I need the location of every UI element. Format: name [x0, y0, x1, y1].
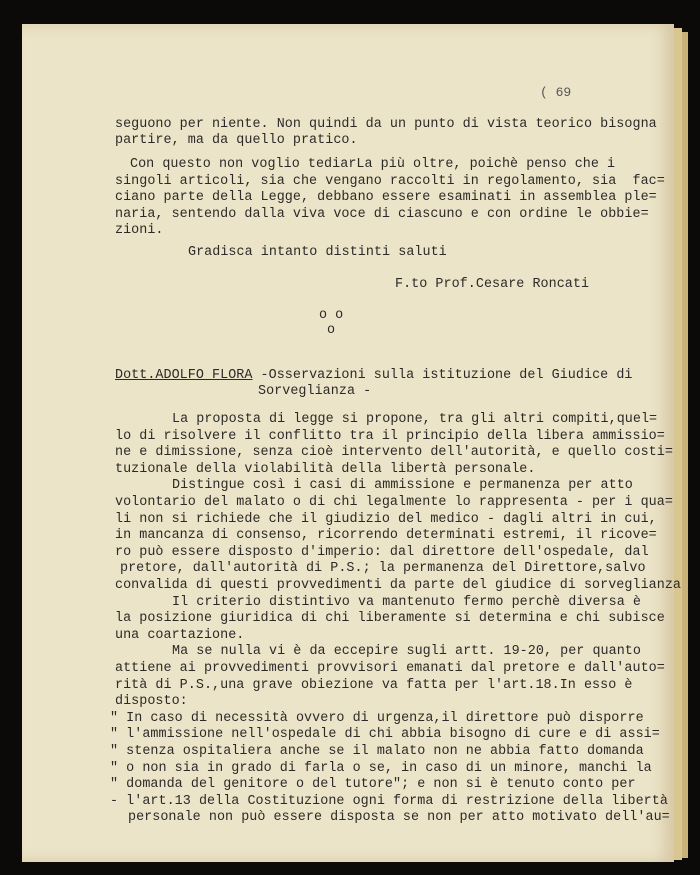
body-text-line: disposto: [115, 694, 188, 710]
body-text-line: pretore, dall'autorità di P.S.; la permanenza del Direttore,salvo [120, 561, 646, 577]
body-text-line: volontario del malato o di chi legalmente lo rappresenta - per i qua= [115, 495, 673, 510]
body-text-line: in mancanza di consenso, ricorrendo determinati estremi, il ricove= [115, 528, 657, 544]
section-heading [115, 368, 633, 384]
body-text-line: attiene ai provvedimenti provvisori emanati dal pretore e dall'auto= [115, 661, 665, 676]
page-stack-edge [682, 32, 688, 858]
body-text-line: - l'art.13 della Costituzione ogni forma di restrizione della libertà [110, 793, 668, 809]
body-text-line: una coartazione. [115, 627, 245, 643]
letter-text-line: ciano parte della Legge, debbano essere esaminati in assemblea ple= [115, 190, 657, 205]
body-text-line: li non si richiede che il giudizio del medico - dagli altri in cui, [115, 511, 657, 527]
body-text-line: Distingue così i casi di ammissione e permanenza per atto [172, 478, 633, 494]
body-text-line: personale non può essere disposta se non per atto motivato dell'au= [128, 810, 670, 826]
separator-line-2: o [327, 323, 336, 338]
page-number: ( 69 [540, 85, 572, 100]
letter-text-line: zioni. [115, 223, 164, 238]
section-title-continued: Sorveglianza - [258, 384, 372, 399]
section-author: Dott.ADOLFO FLORA [115, 368, 253, 383]
letter-text-line: naria, sentendo dalla viva voce di ciascuno e con ordine le obbie= [115, 207, 649, 222]
body-text-line: rità di P.S.,una grave obiezione va fatta per l'art.18.In esso è [115, 677, 633, 693]
body-text-line: " stenza ospitaliera anche se il malato non ne abbia fatto domanda [110, 744, 644, 759]
section-title: -Osservazioni sulla istituzione del Giudice di [252, 368, 633, 383]
body-text-line: " l'ammissione nell'ospedale di chi abbia bisogno di cure e di assi= [110, 727, 660, 743]
body-text-line: ro può essere disposto d'imperio: dal direttore dell'ospedale, dal [115, 544, 649, 560]
letter-signature: F.to Prof.Cesare Roncati [395, 277, 590, 292]
body-text-line: La proposta di legge si propone, tra gli altri compiti,quel= [172, 412, 658, 427]
body-text-line: tuzionale della violabilità della libertà personale. [115, 461, 536, 477]
separator-line-1: o o [319, 308, 344, 323]
body-text-line: Ma se nulla vi è da eccepire sugli artt. 19-20, per quanto [172, 644, 641, 660]
page-stack-edge [674, 28, 682, 860]
letter-text-line: Con questo non voglio tediarLa più oltre, poichè penso che i [130, 157, 616, 172]
body-text-line: convalida di questi provvedimenti da parte del giudice di sorveglianza [115, 578, 681, 593]
body-text-line: " In caso di necessità ovvero di urgenza,il direttore può disporre [110, 710, 644, 726]
body-text-line: la posizione giuridica di chi liberamente si determina e chi subisce [115, 611, 665, 627]
letter-text-line: partire, ma da quello pratico. [115, 133, 358, 148]
body-text-line: ne e dimissione, senza cioè intervento dell'autorità, e quello costi= [115, 445, 673, 461]
letter-text-line: seguono per niente. Non quindi da un punto di vista teorico bisogna [115, 117, 657, 132]
body-text-line: lo di risolvere il conflitto tra il principio della libera ammissio= [115, 428, 665, 444]
letter-text-line: singoli articoli, sia che vengano raccolti in regolamento, sia fac= [115, 174, 665, 189]
body-text-line: " domanda del genitore o del tutore"; e non si è tenuto conto per [110, 777, 636, 793]
body-text-line: " o non sia in grado di farla o se, in caso di un minore, manchi la [110, 760, 652, 776]
letter-closing: Gradisca intanto distinti saluti [188, 245, 447, 260]
body-text-line: Il criterio distintivo va mantenuto fermo perchè diversa è [172, 594, 641, 610]
